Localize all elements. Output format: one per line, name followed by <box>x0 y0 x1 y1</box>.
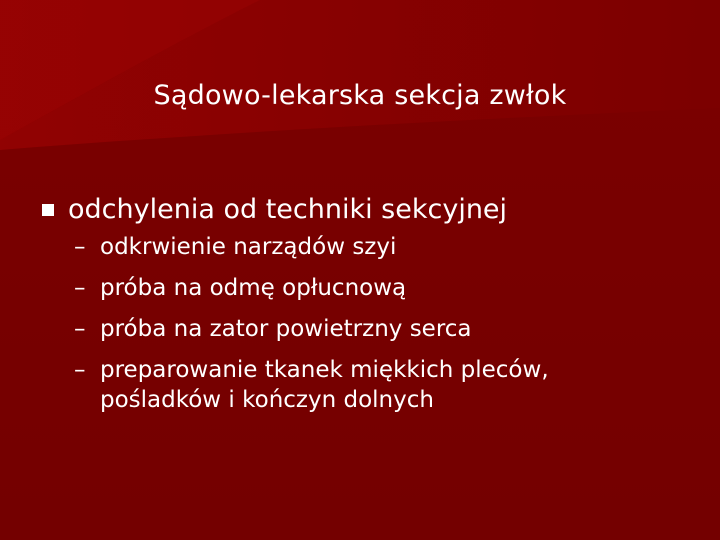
bullet-item <box>42 190 682 230</box>
slide-title-text: Sądowo-lekarska sekcja zwłok <box>153 80 567 111</box>
sub-item-text: próba na zator powietrzny serca <box>100 316 472 342</box>
dash-bullet: – <box>74 316 86 342</box>
sub-item-text: próba na odmę opłucnową <box>100 275 407 301</box>
sub-list-item <box>74 314 682 344</box>
sub-list-item <box>74 273 682 303</box>
bullet-text: odchylenia od techniki sekcyjnej <box>68 194 508 225</box>
sub-list <box>74 232 682 415</box>
sub-list-item <box>74 232 682 262</box>
square-bullet-icon <box>42 204 54 216</box>
dash-bullet: – <box>74 357 86 383</box>
sub-item-text: preparowanie tkanek miękkich pleców, pośladków i kończyn dolnych <box>100 357 549 413</box>
slide-title <box>0 80 720 111</box>
dash-bullet: – <box>74 234 86 260</box>
sub-list-item <box>74 355 682 415</box>
dash-bullet: – <box>74 275 86 301</box>
sub-item-text: odkrwienie narządów szyi <box>100 234 397 260</box>
slide-content <box>42 190 682 415</box>
